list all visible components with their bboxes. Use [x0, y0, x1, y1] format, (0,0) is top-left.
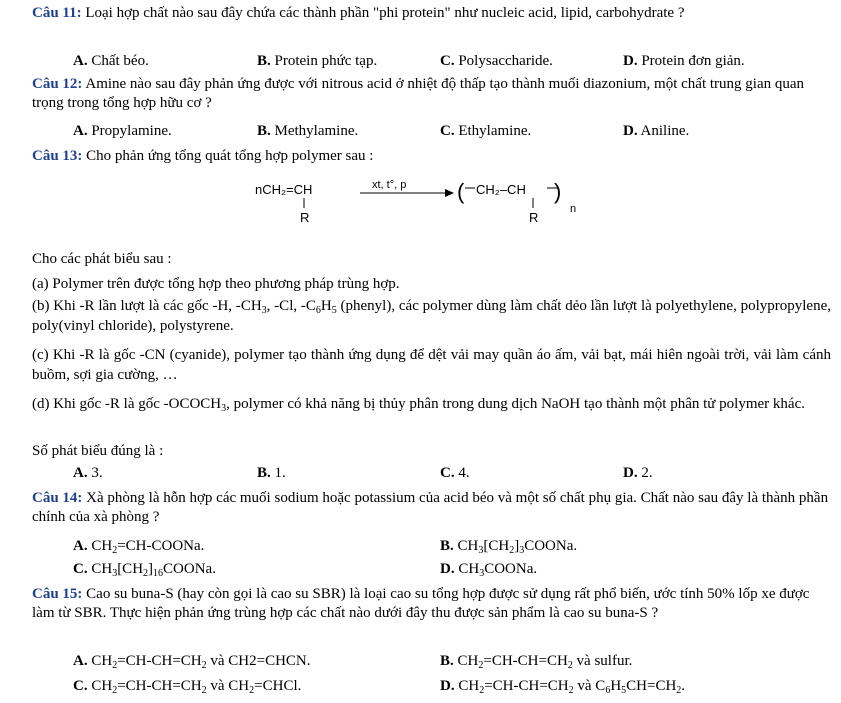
question-15-label: Câu 15:: [32, 586, 83, 602]
question-15-text: Cao su buna-S (hay còn gọi là cao su SBR) là loại cao su tổng hợp được sử dụng rất phổ biến, ước tính 50% lốp xe được làm từ SBR. Thực hiện phản ứng trùng hợp các chất nào dưới đây thu được sản phẩm là cao su buna-S ?: [32, 586, 810, 621]
polymer-formula: CH₂–CH: [476, 182, 526, 197]
q14-option-c[interactable]: C. $CH_3[CH_2]_{16}COONa$.: [73, 561, 216, 579]
q11-option-d[interactable]: D. Protein đơn giản.: [623, 53, 745, 69]
q15-option-a[interactable]: A. $CH_2=CH-CH=CH_2$ và CH2=CHCN.: [73, 653, 311, 671]
q13-option-c[interactable]: C. 4.: [440, 465, 470, 481]
q11-option-b[interactable]: B. Protein phức tạp.: [257, 53, 378, 69]
q15-option-d[interactable]: D. $CH_2=CH-CH=CH_2$ và $C_6H_5CH=CH_2$.: [440, 678, 686, 696]
question-13: [32, 147, 831, 166]
q13-option-b[interactable]: B. 1.: [257, 465, 286, 481]
polymer-open-paren: (: [457, 179, 465, 204]
question-14-options-row2: [0, 561, 841, 581]
question-12-label: Câu 12:: [32, 76, 83, 92]
q12-option-d[interactable]: D. Aniline.: [623, 123, 690, 139]
question-12: [32, 75, 831, 113]
q14-option-d[interactable]: D. $CH_3COONa$.: [440, 561, 538, 579]
reaction-conditions: xt, t°, p: [372, 179, 407, 191]
q14-option-a[interactable]: A. $CH_2=CH$-COONa.: [73, 538, 205, 556]
polymer-close-paren: ): [554, 179, 562, 204]
question-11-options: [0, 53, 841, 73]
question-12-text: Amine nào sau đây phản ứng được với nitrous acid ở nhiệt độ thấp tạo thành muối diazonium, một chất trung gian quan trọng trong tổng hợp hữu cơ ?: [32, 76, 805, 111]
polymer-index: n: [570, 203, 577, 215]
question-12-options: [0, 123, 841, 143]
statement-d: (d) Khi gốc -R là gốc $-OCOCH_3$, polymer có khả năng bị thủy phân trong dung dịch NaOH tạo thành một phân tử polymer khác.: [32, 396, 805, 414]
question-15-options-row1: [0, 653, 841, 673]
monomer-substituent: R: [300, 210, 310, 225]
question-14-options-row1: [0, 538, 841, 558]
question-14: [32, 489, 831, 527]
question-13-label: Câu 13:: [32, 148, 83, 164]
q11-option-c[interactable]: C. Polysaccharide.: [440, 53, 553, 69]
monomer-formula: nCH₂=CH: [255, 182, 313, 197]
q13-ask: Số phát biểu đúng là :: [32, 443, 164, 459]
arrow-head-icon: [445, 189, 454, 197]
question-13-options: [0, 465, 841, 485]
q14-option-b[interactable]: B. $CH_3[CH_2]_3COONa$.: [440, 538, 578, 556]
question-11-label: Câu 11:: [32, 5, 82, 21]
question-13-text: Cho phản ứng tổng quát tổng hợp polymer sau :: [86, 148, 374, 164]
q15-option-b[interactable]: B. $CH_2=CH-CH=CH_2$ và sulfur.: [440, 653, 633, 671]
q12-option-b[interactable]: B. Methylamine.: [257, 123, 359, 139]
polymerization-reaction: [250, 168, 580, 240]
question-11-text: Loại hợp chất nào sau đây chứa các thành phần "phi protein" như nucleic acid, lipid, carbohydrate ?: [85, 5, 685, 21]
q11-option-a[interactable]: A. Chất béo.: [73, 53, 149, 69]
question-14-label: Câu 14:: [32, 490, 83, 506]
q13-option-a[interactable]: A. 3.: [73, 465, 103, 481]
question-11: [32, 4, 831, 23]
statement-a: (a) Polymer trên được tổng hợp theo phương pháp trùng hợp.: [32, 276, 400, 292]
q15-option-c[interactable]: C. $CH_2=CH-CH=CH_2$ và $CH_2=CHCl$.: [73, 678, 302, 696]
question-15-options-row2: [0, 678, 841, 698]
question-15: [32, 585, 831, 623]
statement-c: (c) Khi -R là gốc -CN (cyanide), polymer tạo thành ứng dụng để dệt vải may quần áo ấm, vải bạt, mái hiên ngoài trời, vải làm cánh buồm, sợi gia cường, …: [32, 347, 831, 383]
statement-b: (b) Khi -R lần lượt là các gốc -H, $-CH_3$, -Cl, $-C_6H_5$ (phenyl), các polymer dùng làm chất dẻo lần lượt là polyethylene, polypropylene, poly(vinyl chloride), polystyrene.: [32, 298, 831, 334]
q12-option-c[interactable]: C. Ethylamine.: [440, 123, 532, 139]
q12-option-a[interactable]: A. Propylamine.: [73, 123, 172, 139]
question-14-text: Xà phòng là hỗn hợp các muối sodium hoặc potassium của acid béo và một số chất phụ gia. Chất nào sau đây là thành phần chính của xà phòng ?: [32, 490, 829, 525]
polymer-substituent: R: [529, 210, 539, 225]
q13-option-d[interactable]: D. 2.: [623, 465, 653, 481]
statements-intro: Cho các phát biểu sau :: [32, 251, 172, 267]
